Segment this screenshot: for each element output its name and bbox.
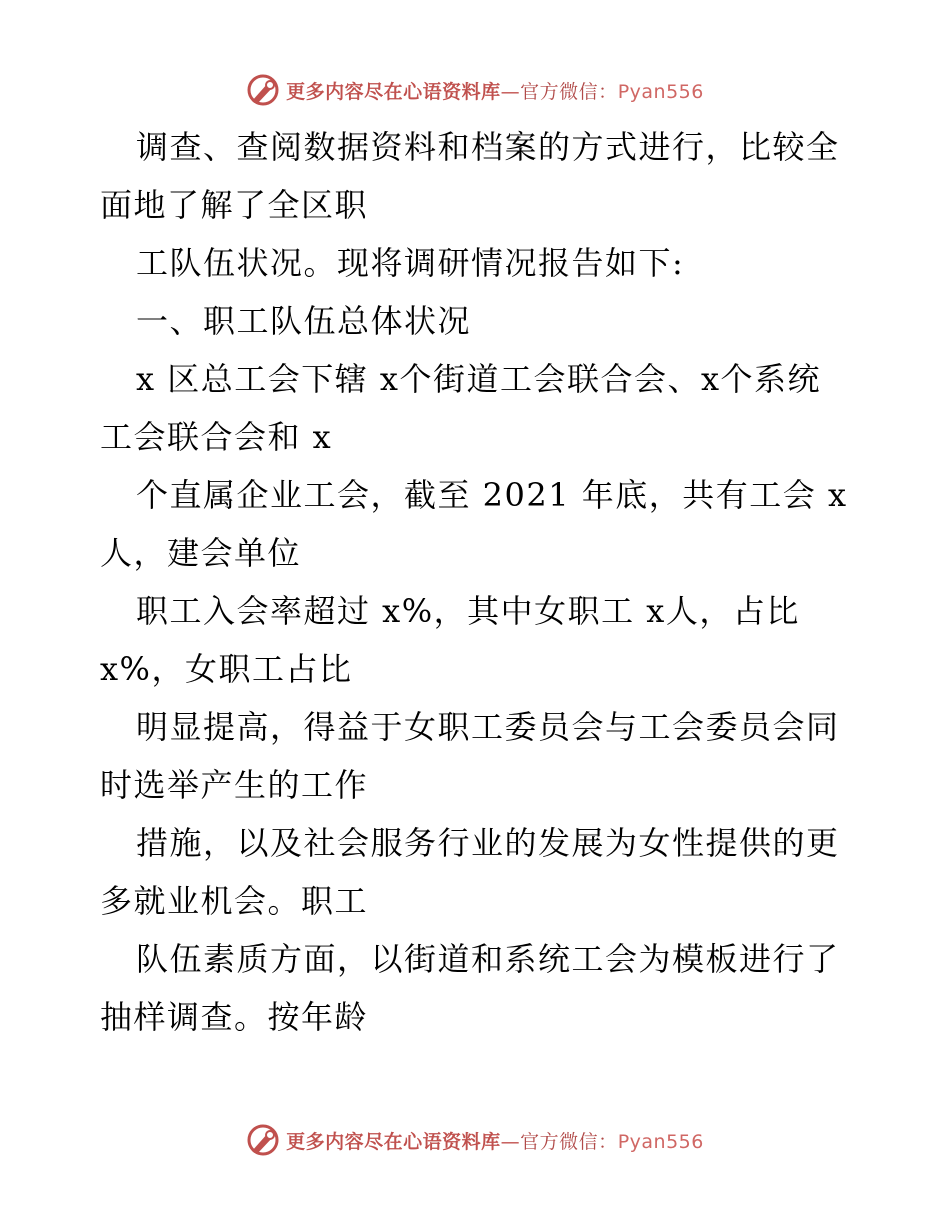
paragraph-line: 个直属企业工会，截至 2021 年底，共有工会 x [136, 476, 848, 514]
header-brand: 更多内容尽在心语资料库 [286, 80, 501, 103]
footer-account: Pyan556 [617, 1130, 704, 1153]
paragraph-line: 队伍素质方面，以街道和系统工会为模板进行了 [136, 940, 840, 978]
section-heading: 一、职工队伍总体状况 [136, 302, 472, 340]
pen-logo-icon [246, 1123, 280, 1157]
footer-watermark-text [286, 1127, 704, 1154]
paragraph-line: 调查、查阅数据资料和档案的方式进行，比较全 [136, 128, 840, 166]
header-separator: — [500, 80, 521, 103]
paragraph-line: 抽样调查。按年龄 [100, 998, 369, 1036]
header-official: 官方微信： [520, 80, 618, 103]
document-body [100, 118, 860, 1046]
paragraph-line: 人，建会单位 [100, 534, 302, 572]
footer-separator: — [500, 1130, 521, 1153]
paragraph-line: x 区总工会下辖 x个街道工会联合会、x个系统 [136, 360, 821, 398]
header-watermark [0, 70, 950, 110]
footer-watermark [0, 1120, 950, 1160]
footer-brand: 更多内容尽在心语资料库 [286, 1130, 501, 1153]
paragraph-line: 明显提高，得益于女职工委员会与工会委员会同 [136, 708, 840, 746]
paragraph-line: 工会联合会和 x [100, 418, 333, 456]
paragraph-line: 面地了解了全区职 [100, 186, 369, 224]
header-watermark-text [286, 77, 704, 104]
paragraph-line: x%，女职工占比 [100, 650, 353, 688]
paragraph-line: 多就业机会。职工 [100, 882, 369, 920]
paragraph-line: 职工入会率超过 x%，其中女职工 x人，占比 [136, 592, 800, 630]
footer-official: 官方微信： [520, 1130, 618, 1153]
pen-logo-icon [246, 73, 280, 107]
paragraph-line: 工队伍状况。现将调研情况报告如下: [136, 244, 685, 282]
header-account: Pyan556 [617, 80, 704, 103]
paragraph-line: 措施，以及社会服务行业的发展为女性提供的更 [136, 824, 840, 862]
paragraph-line: 时选举产生的工作 [100, 766, 369, 804]
